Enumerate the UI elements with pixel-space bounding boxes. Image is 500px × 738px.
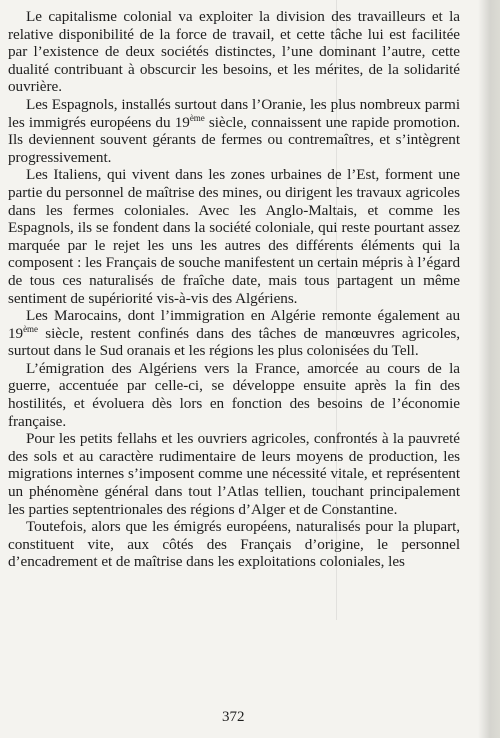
paragraph-toutefois: Toutefois, alors que les émigrés européens, naturalisés pour la plupart, constituent vite, aux côtés des Français d’origine, le personnel d’encadrement et de maîtrise dans les exploitations coloniales, les	[8, 518, 460, 571]
paragraph-espagnols-text-after: siècle, connaissent une rapide promotion. Ils deviennent souvent gérants de fermes ou contremaîtres, et s’intègrent progressivement.	[8, 113, 461, 166]
body-text	[8, 8, 460, 571]
page-edge-shadow	[478, 0, 500, 738]
ordinal-superscript: ème	[23, 323, 38, 334]
paragraph-marocains-text-after: siècle, restent confinés dans des tâches de manœuvres agricoles, surtout dans le Sud oranais et les régions les plus colonisées du Tell.	[8, 324, 460, 360]
paragraph-espagnols-text-before: Les Espagnols, installés surtout dans l’Oranie, les plus nombreux parmi les immigrés européens du 19	[8, 95, 460, 131]
paragraph-emigration: L’émigration des Algériens vers la France, amorcée au cours de la guerre, accentuée par celle-ci, se développe ensuite après la fin des hostilités, et évoluera dès lors en fonction des besoins de l’économie française.	[8, 359, 460, 430]
page-number: 372	[222, 709, 245, 725]
paragraph-capitalisme: Le capitalisme colonial va exploiter la division des travailleurs et la relative disponibilité de la force de travail, et cette tâche lui est facilitée par l’existence de deux sociétés distinctes, l’une dominant l’autre, cette dualité contribuant à obscurcir les besoins, et les mérites, de la solidarité ouvrière.	[8, 8, 460, 96]
paragraph-fellahs: Pour les petits fellahs et les ouvriers agricoles, confrontés à la pauvreté des sols et au caractère rudimentaire de leurs moyens de production, les migrations internes s’imposent comme une nécessité vitale, et représentent un phénomène général dans tout l’Atlas tellien, touchant principalement les parties septentrionales des régions d’Alger et de Constantine.	[8, 430, 460, 518]
ordinal-superscript: ème	[189, 112, 205, 123]
paragraph-espagnols	[8, 96, 460, 166]
paragraph-italiens: Les Italiens, qui vivent dans les zones urbaines de l’Est, forment une partie du personnel de maîtrise des mines, ou dirigent les travaux agricoles dans les fermes coloniales. Avec les Anglo-Maltais, et comme les Espagnols, ils se fondent dans la société coloniale, qui reste pourtant assez marquée par le rejet les uns les autres des différents éléments qui la composent : les Français de souche manifestent un certain mépris à l’égard de tous ces naturalisés de fraîche date, mais tous partagent un même sentiment de supériorité vis-à-vis des Algériens.	[8, 166, 460, 307]
paragraph-marocains-text-before: Les Marocains, dont l’immigration en Algérie remonte également au 19	[8, 307, 460, 342]
paragraph-marocains	[8, 307, 460, 360]
